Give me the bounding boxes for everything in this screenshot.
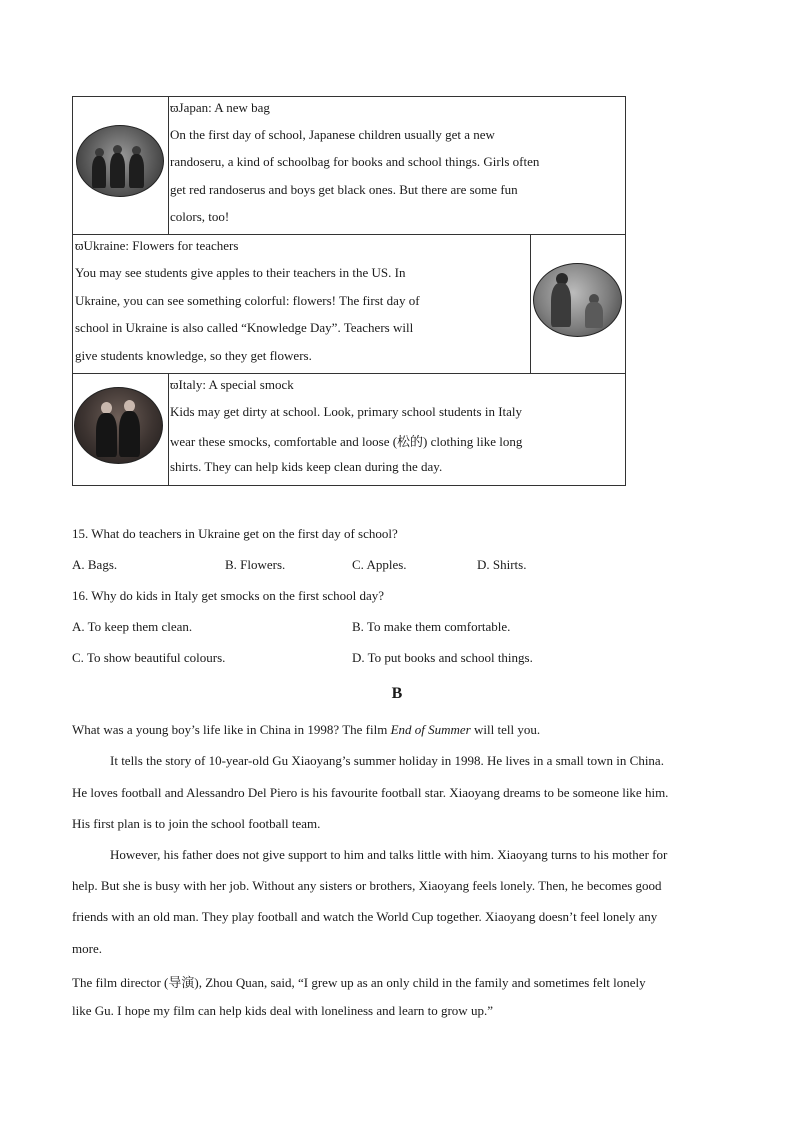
question-15-option-d[interactable]: D. Shirts. — [477, 557, 527, 572]
japan-text-line: randoseru, a kind of schoolbag for books and school things. Girls often — [170, 154, 540, 169]
table-col-divider — [530, 234, 531, 374]
section-b-intro — [72, 722, 540, 738]
japan-text-line: get red randoserus and boys get black ones. But there are some fun — [170, 182, 518, 197]
italy-text-line: wear these smocks, comfortable and loose (松的) clothing like long — [170, 434, 523, 449]
paragraph-line: However, his father does not give support to him and talks little with him. Xiaoyang turns to his mother for — [110, 847, 668, 862]
paragraph-line: more. — [72, 941, 102, 956]
paragraph-line: He loves football and Alessandro Del Piero is his favourite football star. Xiaoyang dreams to be someone like him. — [72, 785, 669, 800]
paragraph-line: help. But she is busy with her job. Without any sisters or brothers, Xiaoyang feels lonely. Then, he becomes good — [72, 878, 662, 893]
paragraph-line: The film director (导演), Zhou Quan, said, “I grew up as an only child in the family and sometimes felt lonely — [72, 975, 646, 990]
intro-text: What was a young boy’s life like in China in 1998? The film — [72, 722, 391, 737]
japan-title: ϖJapan: A new bag — [170, 100, 270, 115]
table-border-right — [625, 96, 626, 486]
section-b-heading: B — [391, 685, 403, 702]
italy-title: ϖItaly: A special smock — [170, 377, 294, 392]
table-col-divider — [168, 96, 169, 235]
japan-text-line: On the first day of school, Japanese children usually get a new — [170, 127, 495, 142]
table-border-bottom — [72, 485, 626, 486]
question-15-stem: 15. What do teachers in Ukraine get on the first day of school? — [72, 526, 398, 541]
japan-text-line: colors, too! — [170, 209, 230, 224]
table-row-divider — [72, 234, 626, 235]
table-border-left — [72, 96, 73, 486]
question-16-option-a[interactable]: A. To keep them clean. — [72, 619, 193, 634]
question-16-option-d[interactable]: D. To put books and school things. — [352, 650, 533, 665]
paragraph-line: like Gu. I hope my film can help kids deal with loneliness and learn to grow up.” — [72, 1003, 493, 1018]
paragraph-line: It tells the story of 10-year-old Gu Xiaoyang’s summer holiday in 1998. He lives in a small town in China. — [110, 753, 664, 768]
ukraine-text-line: give students knowledge, so they get flowers. — [75, 348, 312, 363]
table-border-top — [72, 96, 626, 97]
ukraine-teacher-photo — [533, 263, 622, 337]
table-row-divider — [72, 373, 626, 374]
paragraph-line: friends with an old man. They play football and watch the World Cup together. Xiaoyang doesn’t feel lonely any — [72, 909, 658, 924]
question-15-option-c[interactable]: C. Apples. — [352, 557, 407, 572]
question-15-option-a[interactable]: A. Bags. — [72, 557, 118, 572]
intro-text-end: will tell you. — [470, 722, 541, 737]
paragraph-line: His first plan is to join the school football team. — [72, 816, 321, 831]
question-16-option-b[interactable]: B. To make them comfortable. — [352, 619, 511, 634]
film-title: End of Summer — [390, 722, 471, 737]
table-col-divider — [168, 373, 169, 486]
ukraine-text-line: Ukraine, you can see something colorful: flowers! The first day of — [75, 293, 420, 308]
italy-students-photo — [74, 387, 163, 464]
italy-text-line: Kids may get dirty at school. Look, primary school students in Italy — [170, 404, 523, 419]
question-15-option-b[interactable]: B. Flowers. — [225, 557, 286, 572]
italy-text-line: shirts. They can help kids keep clean during the day. — [170, 459, 443, 474]
ukraine-text-line: You may see students give apples to their teachers in the US. In — [75, 265, 406, 280]
ukraine-title: ϖUkraine: Flowers for teachers — [75, 238, 239, 253]
question-16-stem: 16. Why do kids in Italy get smocks on the first school day? — [72, 588, 385, 603]
question-16-option-c[interactable]: C. To show beautiful colours. — [72, 650, 226, 665]
japan-children-photo — [76, 125, 164, 197]
ukraine-text-line: school in Ukraine is also called “Knowledge Day”. Teachers will — [75, 320, 414, 335]
